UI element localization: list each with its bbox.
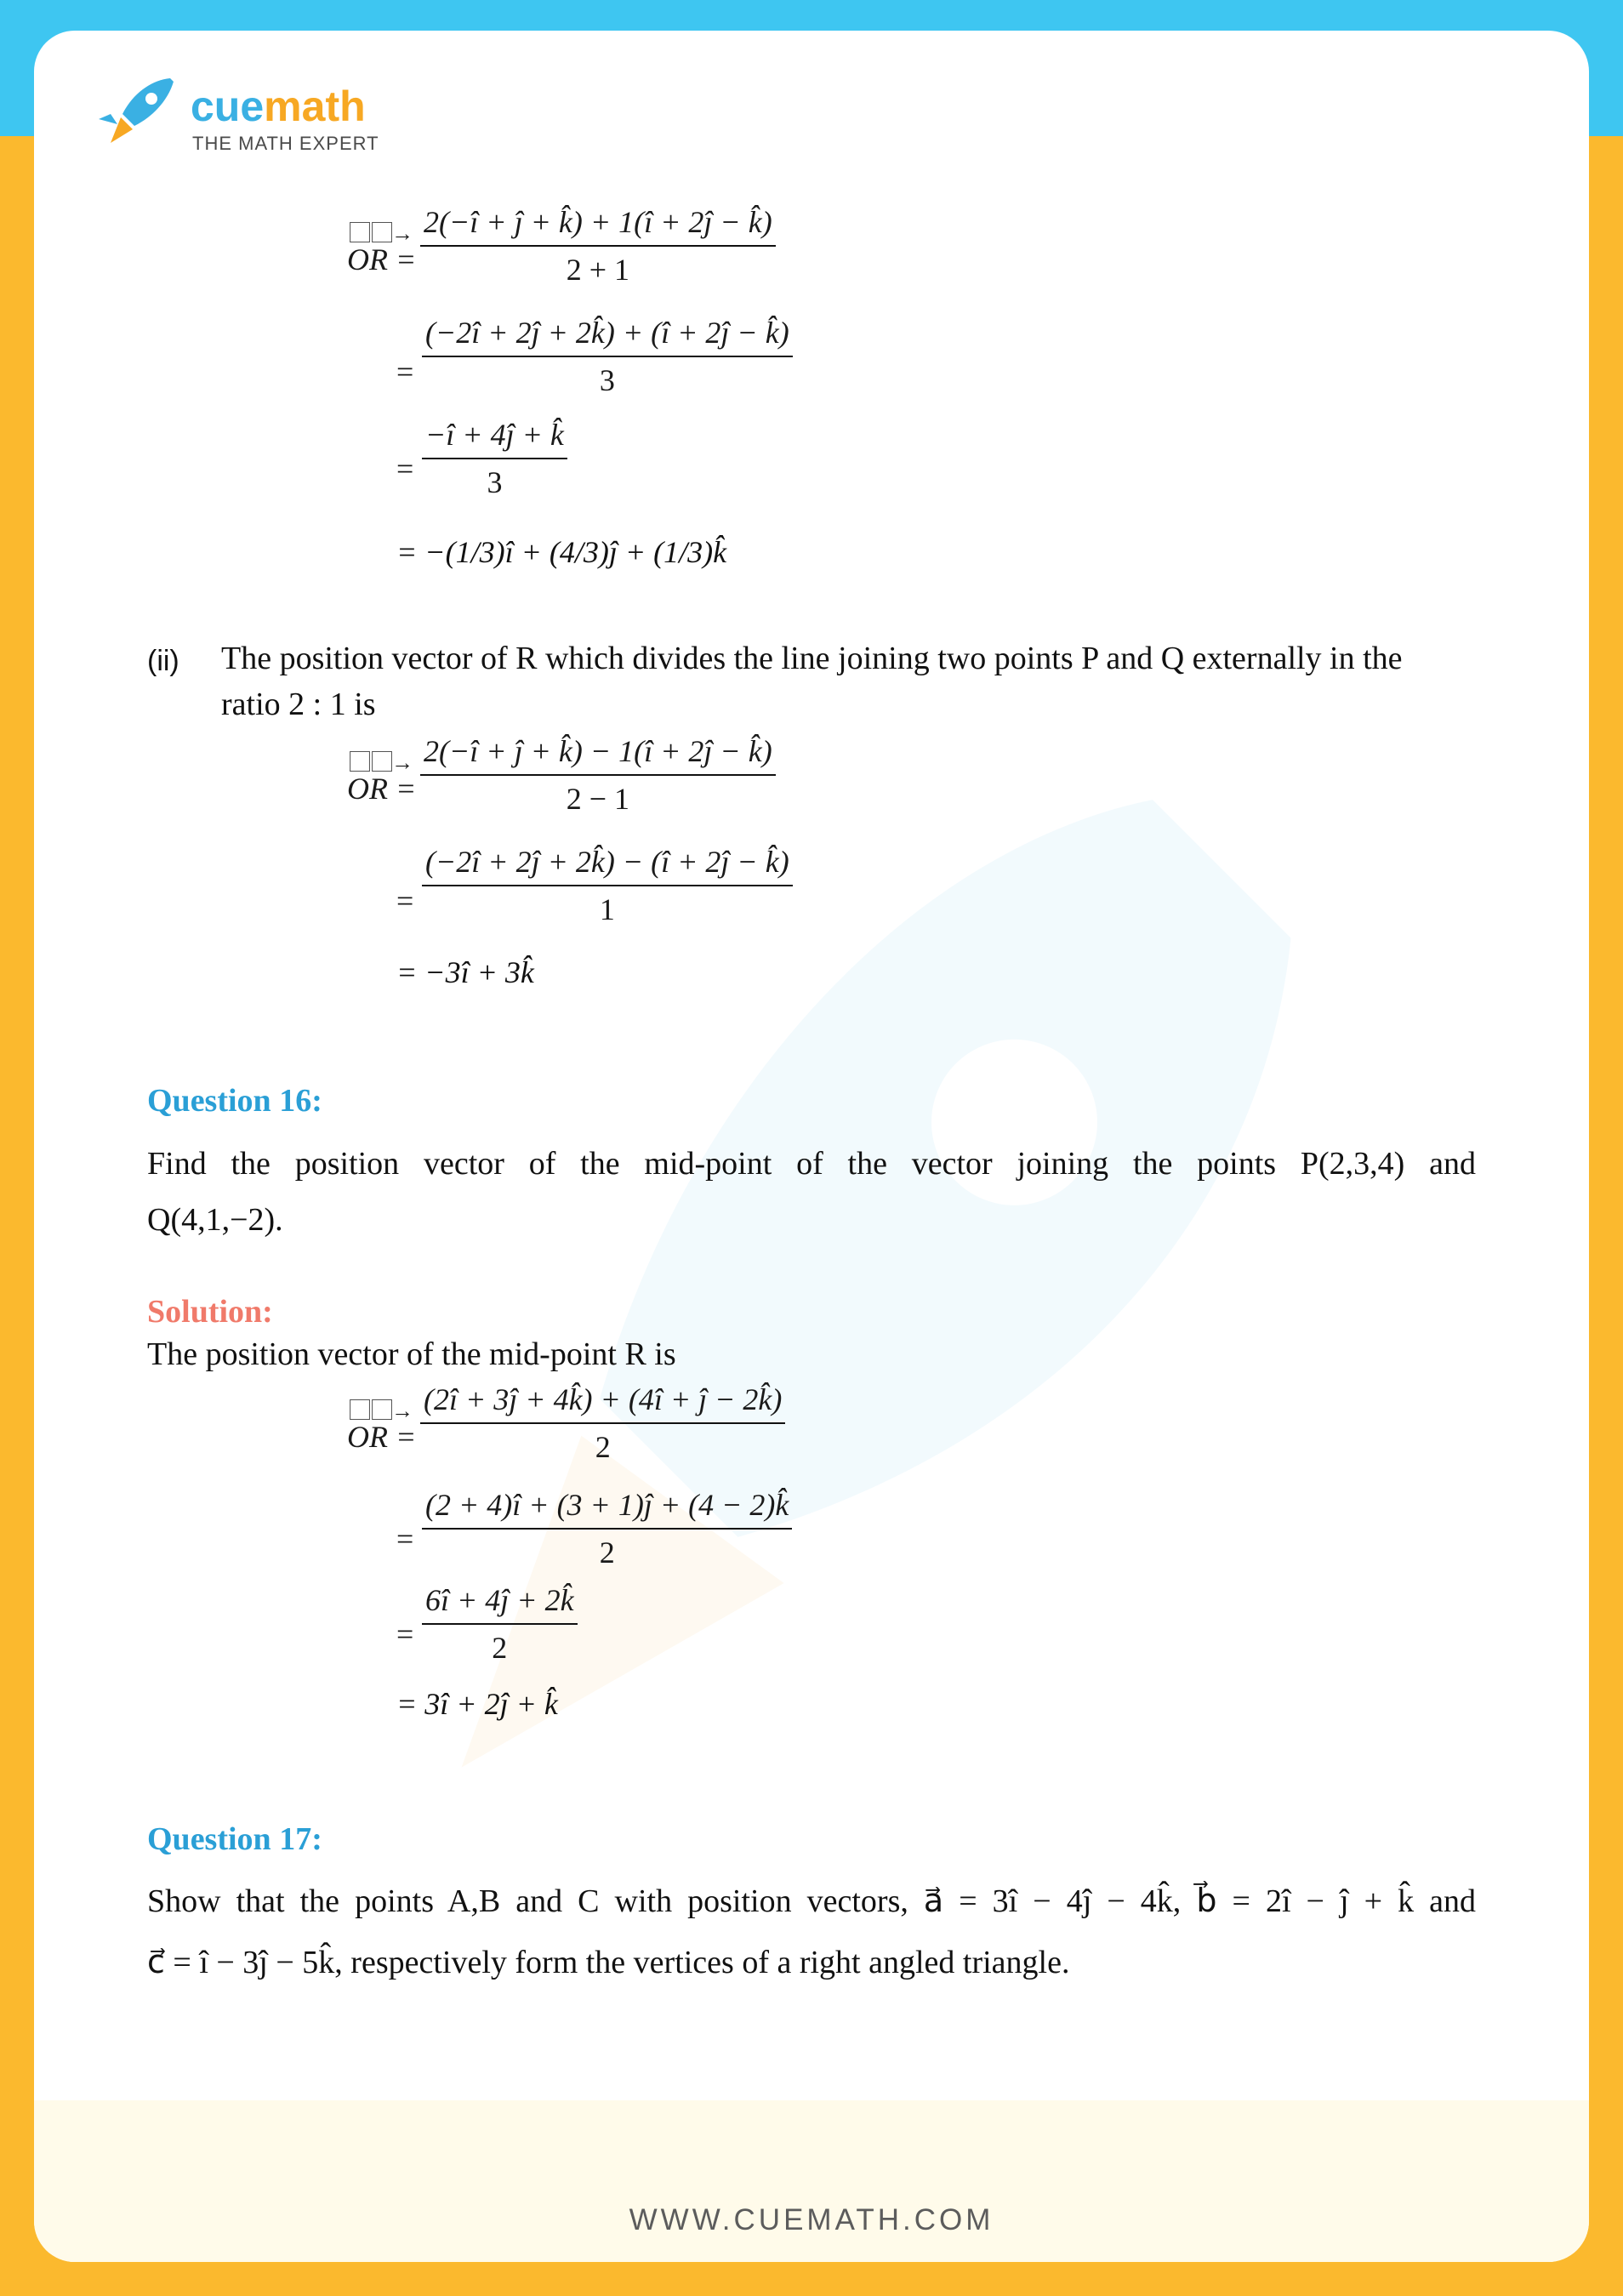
question-17-heading: Question 17: bbox=[147, 1821, 322, 1857]
brand-tagline: THE MATH EXPERT bbox=[192, 133, 379, 154]
fraction-numerator: (−2î + 2ĵ + 2k̂) + (î + 2ĵ − k̂) bbox=[425, 316, 789, 350]
fraction-denominator: 1 bbox=[599, 892, 615, 926]
solution-16-step3-fraction bbox=[422, 1582, 578, 1666]
equals-sign: = bbox=[396, 452, 414, 486]
solution-16-heading: Solution: bbox=[147, 1294, 273, 1330]
equals-sign: = bbox=[396, 1617, 414, 1651]
part-i-step1-fraction bbox=[420, 204, 776, 288]
question-16-text-line2: Q(4,1,−2). bbox=[147, 1202, 283, 1238]
brand-name-part1: cue bbox=[191, 83, 265, 130]
equals-sign: = bbox=[396, 355, 414, 389]
fraction-denominator: 2 + 1 bbox=[566, 253, 629, 287]
fraction-denominator: 3 bbox=[599, 363, 615, 397]
part-ii-step1-fraction bbox=[420, 733, 776, 817]
vector-arrow-glyph: ⃞⃞→ bbox=[349, 750, 413, 775]
solution-16-result: = 3î + 2ĵ + k̂ bbox=[396, 1687, 558, 1721]
part-i-step2-fraction bbox=[422, 315, 793, 398]
equals-sign: = bbox=[396, 1522, 414, 1556]
fraction-denominator: 2 − 1 bbox=[566, 782, 629, 816]
question-16-text-line1: Find the position vector of the mid-point of the vector joining the points P(2,3,4) and bbox=[147, 1146, 1476, 1182]
fraction-denominator: 2 bbox=[595, 1430, 611, 1464]
fraction-denominator: 2 bbox=[599, 1535, 615, 1570]
fraction-numerator: 2(−î + ĵ + k̂) − 1(î + 2ĵ − k̂) bbox=[424, 734, 772, 768]
part-ii-result: = −3î + 3k̂ bbox=[396, 955, 534, 989]
fraction-numerator: (2î + 3ĵ + 4k̂) + (4î + ĵ − 2k̂) bbox=[424, 1382, 783, 1416]
brand-wordmark bbox=[191, 82, 366, 131]
cuemath-rocket-logo-icon bbox=[92, 75, 177, 151]
brand-name-part2: math bbox=[264, 83, 366, 130]
part-ii-text-line1: The position vector of R which divides the line joining two points P and Q externally in the bbox=[221, 641, 1403, 676]
or-vector-label-3: ⃞⃞→ OR = bbox=[347, 1419, 416, 1455]
fraction-denominator: 2 bbox=[492, 1631, 508, 1665]
solution-16-step1-fraction bbox=[420, 1382, 785, 1465]
question-17-text-line2: c⃗ = î − 3ĵ − 5k̂, respectively form the vertices of a right angled triangle. bbox=[147, 1945, 1070, 1980]
fraction-numerator: (2 + 4)î + (3 + 1)ĵ + (4 − 2)k̂ bbox=[425, 1488, 789, 1522]
part-i-result: = −(1/3)î + (4/3)ĵ + (1/3)k̂ bbox=[396, 535, 727, 569]
part-ii-label: (ii) bbox=[147, 645, 179, 677]
solution-16-intro: The position vector of the mid-point R is bbox=[147, 1336, 676, 1372]
footer-band bbox=[34, 2100, 1589, 2262]
fraction-numerator: −î + 4ĵ + k̂ bbox=[425, 418, 564, 452]
fraction-numerator: (−2î + 2ĵ + 2k̂) − (î + 2ĵ − k̂) bbox=[425, 845, 789, 879]
question-17-text-line1: Show that the points A,B and C with position vectors, a⃗ = 3î − 4ĵ − 4k̂, b⃗ = 2î − ĵ + k̂ and bbox=[147, 1883, 1476, 1919]
part-ii-text-line2: ratio 2 : 1 is bbox=[221, 687, 376, 722]
part-ii-step2-fraction bbox=[422, 844, 793, 927]
vector-arrow-glyph: ⃞⃞→ bbox=[349, 221, 413, 246]
or-vector-label-2: ⃞⃞→ OR = bbox=[347, 771, 416, 806]
solution-16-step2-fraction bbox=[422, 1487, 792, 1570]
fraction-numerator: 6î + 4ĵ + 2k̂ bbox=[425, 1583, 574, 1617]
or-vector-label-1: ⃞⃞→ OR = bbox=[347, 242, 416, 277]
fraction-denominator: 3 bbox=[487, 465, 503, 499]
vector-arrow-glyph: ⃞⃞→ bbox=[349, 1399, 413, 1423]
equals-sign: = bbox=[396, 884, 414, 918]
footer-url[interactable]: WWW.CUEMATH.COM bbox=[629, 2203, 994, 2236]
fraction-numerator: 2(−î + ĵ + k̂) + 1(î + 2ĵ − k̂) bbox=[424, 205, 772, 239]
part-i-step3-fraction bbox=[422, 417, 567, 500]
question-16-heading: Question 16: bbox=[147, 1083, 322, 1119]
